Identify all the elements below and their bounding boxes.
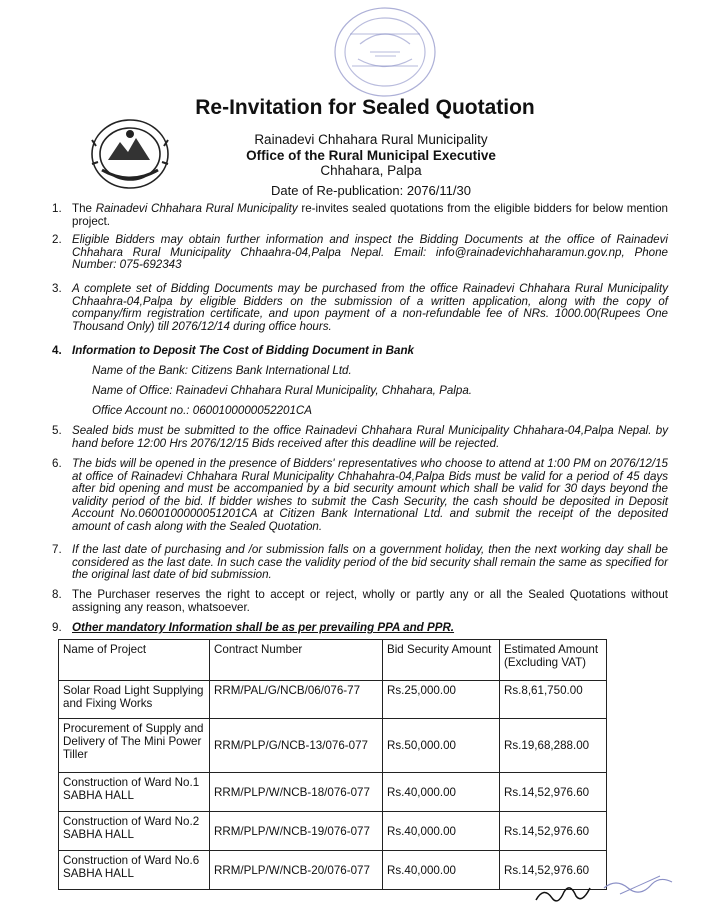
- table-cell: Rs.40,000.00: [383, 851, 500, 890]
- table-cell: Construction of Ward No.2 SABHA HALL: [59, 812, 210, 851]
- table-cell: RRM/PLP/W/NCB-20/076-077: [210, 851, 383, 890]
- table-row: [59, 681, 607, 719]
- paragraph-number: 5.: [52, 424, 62, 437]
- table-cell: Rs.19,68,288.00: [500, 719, 607, 773]
- paragraph-3: [52, 282, 668, 333]
- table-cell: Construction of Ward No.6 SABHA HALL: [59, 851, 210, 890]
- paragraph-text: re-invites sealed quotations from the eligible bidders for below mention project.: [72, 202, 669, 228]
- office-location: Chhahara, Palpa: [320, 163, 422, 178]
- page-title: Re-Invitation for Sealed Quotation: [195, 96, 535, 119]
- project-table: [58, 639, 607, 890]
- paragraph-number: 9.: [52, 621, 62, 634]
- paragraph-text: A complete set of Bidding Documents may be purchased from the office Rainadevi Chhahara Rural Municipality Chhaahra-04,Palpa by eligible Bidders on the submission of a written application, along with the copy of company/firm registration certificate, and upon payment of a non-refundable fee of NRs. 1000.00(Rupees One Thousand Only) till 2076/12/14 during office hours.: [72, 282, 668, 333]
- municipality-name: Rainadevi Chhahara Rural Municipality: [254, 132, 488, 147]
- bank-office: Name of Office: Rainadevi Chhahara Rural Municipality, Chhahara, Palpa.: [92, 384, 472, 397]
- table-header-cell: Bid Security Amount: [383, 640, 500, 681]
- paragraph-heading: Other mandatory Information shall be as per prevailing PPA and PPR.: [72, 621, 455, 634]
- paragraph-2: [52, 233, 668, 272]
- paragraph-1: [52, 202, 669, 228]
- paragraph-text: If the last date of purchasing and /or submission falls on a government holiday, then the next working day shall be considered as the last date. In such case the validity period of the bid security shall remain the same as specified for the original last date of bid submission.: [72, 543, 668, 582]
- paragraph-number: 2.: [52, 233, 62, 246]
- paragraph-number: 3.: [52, 282, 62, 295]
- table-cell: Construction of Ward No.1 SABHA HALL: [59, 773, 210, 812]
- table-cell: Rs.8,61,750.00: [500, 681, 607, 719]
- table-cell: Rs.50,000.00: [383, 719, 500, 773]
- signature-mark: [534, 878, 594, 906]
- table-cell: Rs.25,000.00: [383, 681, 500, 719]
- handwritten-note: [600, 868, 680, 896]
- table-row: [59, 773, 607, 812]
- bank-name: Name of the Bank: Citizens Bank International Ltd.: [92, 364, 352, 377]
- paragraph-number: 1.: [52, 202, 62, 215]
- table-cell: RRM/PLP/G/NCB-13/076-077: [210, 719, 383, 773]
- paragraph-6: [52, 457, 668, 534]
- table-cell: Rs.40,000.00: [383, 773, 500, 812]
- paragraph-number: 4.: [52, 344, 62, 357]
- paragraph-8: [52, 588, 668, 614]
- office-stamp: [330, 4, 440, 100]
- paragraph-text: The bids will be opened in the presence of Bidders' representatives who choose to attend at 1:00 PM on 2076/12/15 at office of Rainadevi Chhahara Rural Municipality Chhahahra-04,Palpa Bids must be valid for a period of 45 days after bid opening and must be accompanied by a bid security amount which shall be valid for 30 days beyond the validity period of the bid. If bidder wishes to submit the Cash Security, the cash should be deposited in Deposit Account No.0600100000051201CA at Citizen Bank International Ltd. and submit the receipt of the deposited amount of cash along with the Sealed Quotation.: [72, 457, 668, 533]
- table-cell: RRM/PLP/W/NCB-18/076-077: [210, 773, 383, 812]
- table-header-cell: Name of Project: [59, 640, 210, 681]
- paragraph-number: 8.: [52, 588, 62, 601]
- paragraph-number: 6.: [52, 457, 62, 470]
- table-cell: Procurement of Supply and Delivery of The Mini Power Tiller: [59, 719, 210, 773]
- paragraph-number: 7.: [52, 543, 62, 556]
- table-cell: Rs.40,000.00: [383, 812, 500, 851]
- table-cell: Rs.14,52,976.60: [500, 812, 607, 851]
- table-header-cell: Estimated Amount (Excluding VAT): [500, 640, 607, 681]
- bank-account: Office Account no.: 0600100000052201CA: [92, 404, 313, 417]
- table-cell: Solar Road Light Supplying and Fixing Works: [59, 681, 210, 719]
- republication-date: Date of Re-publication: 2076/11/30: [271, 183, 471, 198]
- paragraph-9: [52, 621, 668, 635]
- paragraph-text: The Purchaser reserves the right to accept or reject, wholly or partly any or all the Sealed Quotations without assigning any reason, whatsoever.: [72, 588, 668, 614]
- table-header-row: [59, 640, 607, 681]
- table-header-cell: Contract Number: [210, 640, 383, 681]
- table-row: [59, 719, 607, 773]
- paragraph-text: Sealed bids must be submitted to the office Rainadevi Chhahara Rural Municipality Chhahara-04,Palpa Nepal. by hand before 12:00 Hrs 2076/12/15 Bids received after this deadline will be rejected.: [72, 424, 668, 450]
- table-row: [59, 851, 607, 890]
- table-cell: Rs.14,52,976.60: [500, 851, 607, 890]
- paragraph-text-italic: Rainadevi Chhahara Rural Municipality: [95, 202, 298, 215]
- paragraph-7: [52, 543, 668, 582]
- paragraph-5: [52, 424, 668, 450]
- paragraph-4: [52, 344, 668, 358]
- paragraph-text: The: [72, 202, 96, 215]
- paragraph-heading: Information to Deposit The Cost of Bidding Document in Bank: [72, 344, 415, 357]
- table-cell: RRM/PAL/G/NCB/06/076-77: [210, 681, 383, 719]
- paragraph-text: Eligible Bidders may obtain further information and inspect the Bidding Documents at the office of Rainadevi Chhahara Rural Municipality Chhaahra-04,Palpa Nepal. Email: info@rainadevichhaharamun.gov.np, Phone Number: 075-692343: [72, 233, 668, 272]
- table-row: [59, 812, 607, 851]
- table-cell: Rs.14,52,976.60: [500, 773, 607, 812]
- office-name: Office of the Rural Municipal Executive: [246, 148, 496, 163]
- table-cell: RRM/PLP/W/NCB-19/076-077: [210, 812, 383, 851]
